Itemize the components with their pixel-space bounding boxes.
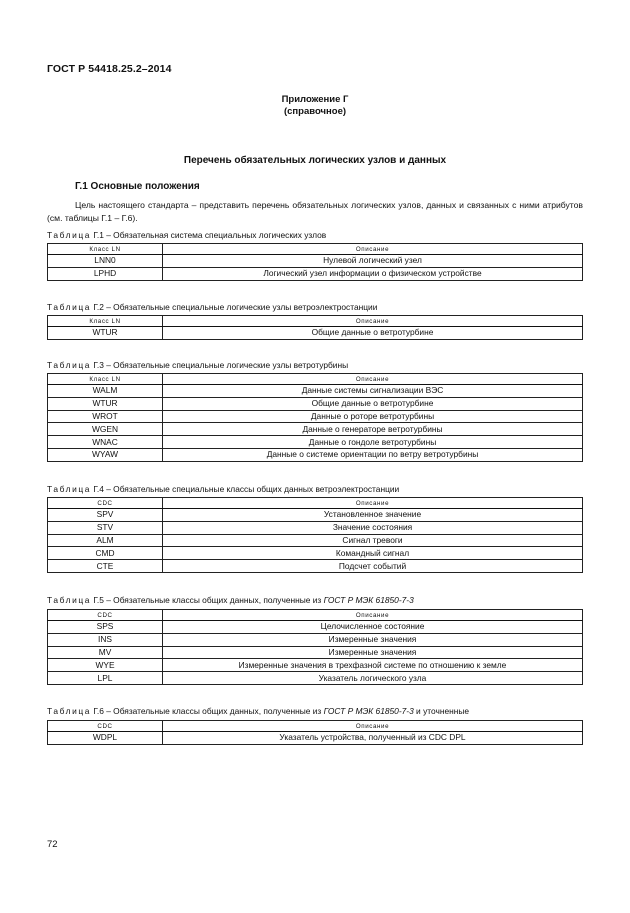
list-title: Перечень обязательных логических узлов и данных	[183, 155, 447, 166]
standard-header: ГОСТ Р 54418.25.2–2014	[47, 63, 172, 75]
table-cell: Командный сигнал	[163, 547, 583, 560]
table-cell: Указатель устройства, полученный из CDC DPL	[163, 732, 583, 745]
table-cell: Общие данные о ветротурбине	[163, 327, 583, 340]
table-g5	[47, 609, 583, 685]
table-row	[48, 560, 583, 573]
caption-word: Таблица	[47, 230, 92, 240]
table-caption-g6	[47, 706, 469, 716]
table-g4	[47, 497, 583, 573]
column-header: Описание	[163, 610, 583, 621]
table-row	[48, 521, 583, 534]
caption-italic: ГОСТ Р МЭК 61850-7-3	[323, 706, 414, 716]
caption-word: Таблица	[47, 360, 92, 370]
table-cell: STV	[48, 521, 163, 534]
page-number: 72	[47, 839, 58, 850]
table-row	[48, 397, 583, 410]
column-header: CDC	[48, 498, 163, 509]
table-cell: Данные о гондоле ветротурбины	[163, 436, 583, 449]
table-row	[48, 448, 583, 461]
caption-tail: и уточненные	[413, 706, 470, 716]
table-row	[48, 633, 583, 646]
column-header: Описание	[163, 498, 583, 509]
table-cell: MV	[48, 646, 163, 659]
section-heading: Г.1 Основные положения	[75, 181, 200, 192]
column-header: Описание	[163, 316, 583, 327]
column-header: CDC	[48, 610, 163, 621]
table-row	[48, 423, 583, 436]
caption-word: Таблица	[47, 302, 92, 312]
table-cell: WNAC	[48, 436, 163, 449]
table-cell: SPS	[48, 621, 163, 634]
table-cell: Измеренные значения	[163, 633, 583, 646]
table-row	[48, 255, 583, 268]
table-cell: INS	[48, 633, 163, 646]
table-cell: Данные о роторе ветротурбины	[163, 410, 583, 423]
column-header: Описание	[163, 244, 583, 255]
caption-text: Г.5 – Обязательные классы общих данных, полученные из	[91, 595, 324, 605]
table-cell: WROT	[48, 410, 163, 423]
table-row	[48, 410, 583, 423]
table-cell: ALM	[48, 534, 163, 547]
table-row	[48, 327, 583, 340]
table-caption-g5	[47, 595, 414, 605]
column-header: Класс LN	[48, 244, 163, 255]
table-g2	[47, 315, 583, 340]
table-cell: LPHD	[48, 267, 163, 280]
appendix-subtitle: (справочное)	[283, 106, 347, 117]
table-cell: WDPL	[48, 732, 163, 745]
caption-word: Таблица	[47, 706, 92, 716]
table-cell: Данные о системе ориентации по ветру ветротурбины	[163, 448, 583, 461]
table-cell: Значение состояния	[163, 521, 583, 534]
table-row	[48, 267, 583, 280]
caption-text: Г.3 – Обязательные специальные логические узлы ветротурбины	[91, 360, 349, 370]
table-cell: Логический узел информации о физическом устройстве	[163, 267, 583, 280]
column-header: CDC	[48, 721, 163, 732]
table-caption-g2	[47, 302, 377, 312]
table-cell: WTUR	[48, 397, 163, 410]
table-caption-g3	[47, 360, 348, 370]
table-cell: Нулевой логический узел	[163, 255, 583, 268]
table-cell: Измеренные значения	[163, 646, 583, 659]
caption-word: Таблица	[47, 484, 92, 494]
table-cell: Установленное значение	[163, 509, 583, 522]
column-header: Класс LN	[48, 374, 163, 385]
table-row	[48, 732, 583, 745]
column-header: Описание	[163, 721, 583, 732]
table-row	[48, 534, 583, 547]
caption-text: Г.2 – Обязательные специальные логические узлы ветроэлектростанции	[91, 302, 378, 312]
table-cell: Измеренные значения в трехфазной системе по отношению к земле	[163, 659, 583, 672]
caption-italic: ГОСТ Р МЭК 61850-7-3	[323, 595, 414, 605]
caption-word: Таблица	[47, 595, 92, 605]
table-cell: SPV	[48, 509, 163, 522]
column-header: Класс LN	[48, 316, 163, 327]
table-cell: LPL	[48, 672, 163, 685]
appendix-title: Приложение Г	[281, 94, 349, 105]
section-paragraph: Цель настоящего стандарта – представить перечень обязательных логических узлов, данных и связанных с ними атрибутов (см. таблицы Г.1 – Г.6).	[47, 200, 583, 223]
caption-text: Г.4 – Обязательные специальные классы общих данных ветроэлектростанции	[91, 484, 400, 494]
table-cell: WYE	[48, 659, 163, 672]
table-row	[48, 646, 583, 659]
table-cell: CTE	[48, 560, 163, 573]
table-cell: LNN0	[48, 255, 163, 268]
table-cell: WYAW	[48, 448, 163, 461]
table-g1	[47, 243, 583, 281]
caption-text: Г.6 – Обязательные классы общих данных, полученные из	[91, 706, 324, 716]
table-cell: Целочисленное состояние	[163, 621, 583, 634]
table-row	[48, 621, 583, 634]
table-cell: WALM	[48, 385, 163, 398]
table-g3	[47, 373, 583, 462]
table-caption-g1	[47, 230, 326, 240]
table-caption-g4	[47, 484, 399, 494]
table-cell: WTUR	[48, 327, 163, 340]
table-row	[48, 385, 583, 398]
table-cell: Указатель логического узла	[163, 672, 583, 685]
table-cell: WGEN	[48, 423, 163, 436]
table-row	[48, 509, 583, 522]
table-g6	[47, 720, 583, 745]
caption-text: Г.1 – Обязательная система специальных логических узлов	[91, 230, 327, 240]
table-cell: Данные системы сигнализации ВЭС	[163, 385, 583, 398]
table-cell: CMD	[48, 547, 163, 560]
table-cell: Подсчет событий	[163, 560, 583, 573]
table-row	[48, 547, 583, 560]
table-row	[48, 672, 583, 685]
table-cell: Данные о генераторе ветротурбины	[163, 423, 583, 436]
table-row	[48, 436, 583, 449]
column-header: Описание	[163, 374, 583, 385]
table-cell: Сигнал тревоги	[163, 534, 583, 547]
table-cell: Общие данные о ветротурбине	[163, 397, 583, 410]
table-row	[48, 659, 583, 672]
